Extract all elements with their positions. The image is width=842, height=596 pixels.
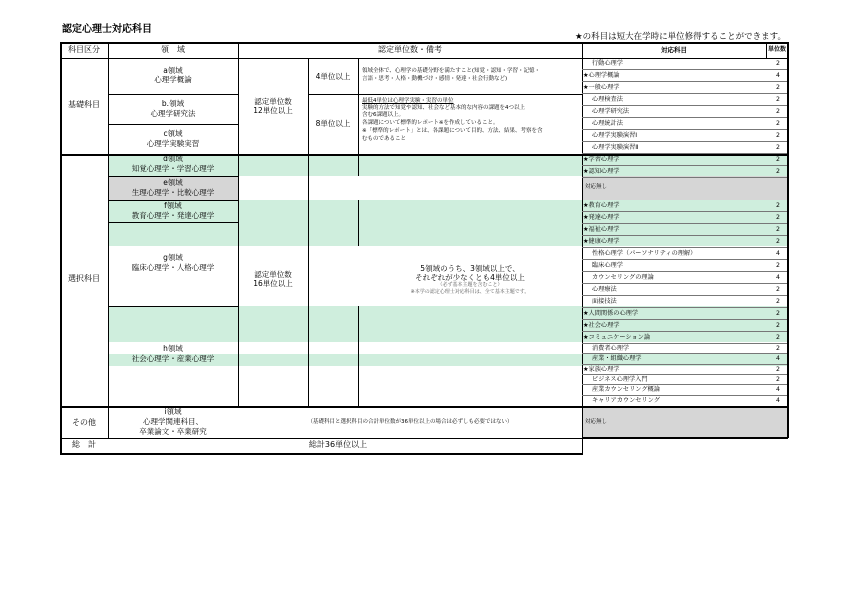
- domain-a-name: 心理学概論: [154, 75, 192, 84]
- subject-row: ★心理学概論: [582, 70, 787, 82]
- subject-row: 消費者心理学: [582, 344, 787, 354]
- domain-f-name: 教育心理学・発達心理学: [131, 211, 215, 220]
- domain-e-subject: 対応無し: [585, 184, 608, 190]
- domain-e-label: e領域: [163, 178, 183, 187]
- subject-units: 2: [776, 286, 780, 293]
- domain-i-label: i領域: [164, 407, 182, 416]
- elective-rule1: 5領域のうち、3領域以上で、: [420, 264, 520, 273]
- subject-units: 4: [776, 274, 780, 281]
- basic-bc-remark1: 最低4単位は心理学実験・実習の単位: [362, 98, 454, 104]
- total-label: 総 計: [72, 440, 96, 449]
- subject-units: 2: [776, 144, 780, 151]
- subject-units: 4: [776, 72, 780, 79]
- domain-h-name: 社会心理学・産業心理学: [131, 354, 215, 363]
- subject-row: 面接技法: [582, 296, 787, 308]
- domain-a-label: a領域: [163, 66, 183, 75]
- basic-bc-remark3: 含む6課題以上。: [362, 112, 404, 118]
- subject-row: ★家族心理学: [582, 365, 787, 375]
- subject-row: 臨床心理学: [582, 260, 787, 272]
- header-units: 単位数: [767, 46, 786, 53]
- subject-row: ★コミュニケーション論: [582, 332, 787, 344]
- domain-g-label: g領域: [163, 253, 183, 262]
- subject-grey-other: [582, 406, 787, 438]
- elective-total-line1: 認定単位数: [254, 270, 292, 279]
- category-elective: 選択科目: [68, 274, 100, 283]
- subject-grey-e: [582, 176, 787, 200]
- category-basic: 基礎科目: [68, 100, 100, 109]
- subject-row: 心理学研究法: [582, 106, 787, 118]
- subject-units: 2: [776, 132, 780, 139]
- subject-row: 産業カウンセリング概論: [582, 385, 787, 395]
- subject-row: ★教育心理学: [582, 200, 787, 212]
- domain-d-label: d領域: [163, 154, 183, 163]
- domain-h-label: h領域: [163, 344, 183, 353]
- subject-units: 2: [776, 226, 780, 233]
- subject-row: 心理療法: [582, 284, 787, 296]
- subject-units: 2: [776, 96, 780, 103]
- subject-row: ★一般心理学: [582, 82, 787, 94]
- domain-i-name1: 心理学関連科目、: [143, 417, 203, 426]
- subject-units: 2: [776, 168, 780, 175]
- basic-bc-remark6: むものであること: [362, 136, 407, 142]
- subject-row: 性格心理学（パーソナリティの理解）: [582, 248, 787, 260]
- subject-units: 2: [776, 202, 780, 209]
- subject-units: 4: [776, 396, 780, 404]
- subject-units: 4: [776, 355, 780, 363]
- page-title: 認定心理士対応科目: [62, 24, 152, 35]
- subject-row: 心理検査法: [582, 94, 787, 106]
- elective-rule2: それぞれが少なくとも4単位以上: [415, 273, 525, 282]
- domain-d-name: 知覚心理学・学習心理学: [131, 164, 215, 173]
- domain-c-label: c領域: [163, 129, 183, 138]
- header-subjects: 対応科目: [661, 46, 687, 54]
- subject-units: 2: [776, 156, 780, 163]
- subject-row: ★社会心理学: [582, 320, 787, 332]
- basic-bc-units: 8単位以上: [315, 119, 351, 128]
- basic-bc-remark5: ※「標準的レポート」とは、各課題について目的、方法、結果、考察を含: [362, 128, 543, 134]
- subject-row: ビジネス心理学入門: [582, 375, 787, 385]
- subject-row: キャリアカウンセリング: [592, 396, 660, 404]
- subject-units: 4: [776, 250, 780, 257]
- basic-a-remark1: 領域全体で、心理学の基礎分野を満たすこと(知覚・認知・学習・記憶・: [362, 68, 541, 74]
- subject-row: ★人間関係の心理学: [582, 308, 787, 320]
- subject-units: 2: [776, 120, 780, 127]
- subject-units: 2: [776, 298, 780, 305]
- domain-b-label: b.領域: [161, 99, 185, 108]
- row-highlight-h1: [108, 306, 582, 342]
- subject-row: 心理学実験演習Ⅱ: [582, 142, 787, 154]
- subject-units: 2: [776, 322, 780, 329]
- domain-f-label: f領域: [164, 201, 182, 210]
- domain-c-name: 心理学実験実習: [146, 139, 200, 148]
- subject-units: 2: [776, 214, 780, 221]
- subject-row: ★健康心理学: [582, 236, 787, 248]
- subject-units: 4: [776, 386, 780, 394]
- domain-i-name2: 卒業論文・卒業研究: [139, 427, 207, 436]
- basic-a-remark2: 言語・思考・人格・動機づけ・感情・発達・社会行動など): [362, 76, 508, 82]
- header-category: 科目区分: [68, 45, 100, 54]
- subject-units: 2: [776, 84, 780, 91]
- header-credits-remarks: 認定単位数・備考: [378, 45, 442, 54]
- domain-e-name: 生理心理学・比較心理学: [131, 188, 215, 197]
- basic-bc-remark4: 各課題について標準的レポート※を作成していること。: [362, 120, 499, 126]
- subject-row: 産業・組織心理学: [582, 354, 787, 364]
- subject-units: 2: [776, 108, 780, 115]
- basic-total-line1: 認定単位数: [254, 97, 292, 106]
- elective-rule4: ※本学の認定心理士対応科目は、全て基本主題です。: [410, 289, 530, 295]
- subject-row: カウンセリングの理論: [582, 272, 787, 284]
- subject-row: 心理学実験演習Ⅰ: [582, 130, 787, 142]
- domain-b-name: 心理学研究法: [150, 109, 196, 118]
- subject-row: ★福祉心理学: [582, 224, 787, 236]
- subject-row: 行動心理学: [582, 58, 787, 70]
- subject-units: 2: [776, 262, 780, 269]
- category-other: その他: [72, 418, 96, 427]
- subject-units: 2: [776, 365, 780, 373]
- subject-units: 2: [776, 238, 780, 245]
- subject-row: ★発達心理学: [582, 212, 787, 224]
- subject-units: 2: [776, 334, 780, 341]
- basic-bc-remark2: 実験的方法で知覚や認知、社会など基本的な内容の課題を4つ以上: [362, 105, 526, 111]
- domain-g-name: 臨床心理学・人格心理学: [131, 263, 215, 272]
- subject-row: ★認知心理学: [582, 166, 787, 178]
- elective-total-line2: 16単位以上: [253, 279, 293, 288]
- subject-units: 2: [776, 310, 780, 317]
- total-value: 総計36単位以上: [308, 440, 368, 449]
- basic-a-units: 4単位以上: [315, 72, 351, 81]
- other-subject: 対応無し: [585, 419, 608, 425]
- subject-units: 2: [776, 60, 780, 67]
- basic-total-line2: 12単位以上: [253, 106, 293, 115]
- star-note: ★の科目は短大在学時に単位修得することができます。: [575, 32, 786, 42]
- elective-rule3: （必ず基本主題を含むこと）: [437, 282, 503, 288]
- row-highlight-g2: [108, 234, 582, 246]
- row-highlight-g1: [108, 222, 582, 234]
- subject-units: 2: [776, 376, 780, 383]
- subject-row: ★学習心理学: [582, 154, 787, 166]
- other-remark: （基礎科目と選択科目の合計単位数が36単位以上の場合は必ずしも必要ではない）: [307, 419, 513, 425]
- subject-units: 2: [776, 345, 780, 352]
- header-domain: 領 域: [161, 45, 185, 54]
- subject-row: 心理統計法: [582, 118, 787, 130]
